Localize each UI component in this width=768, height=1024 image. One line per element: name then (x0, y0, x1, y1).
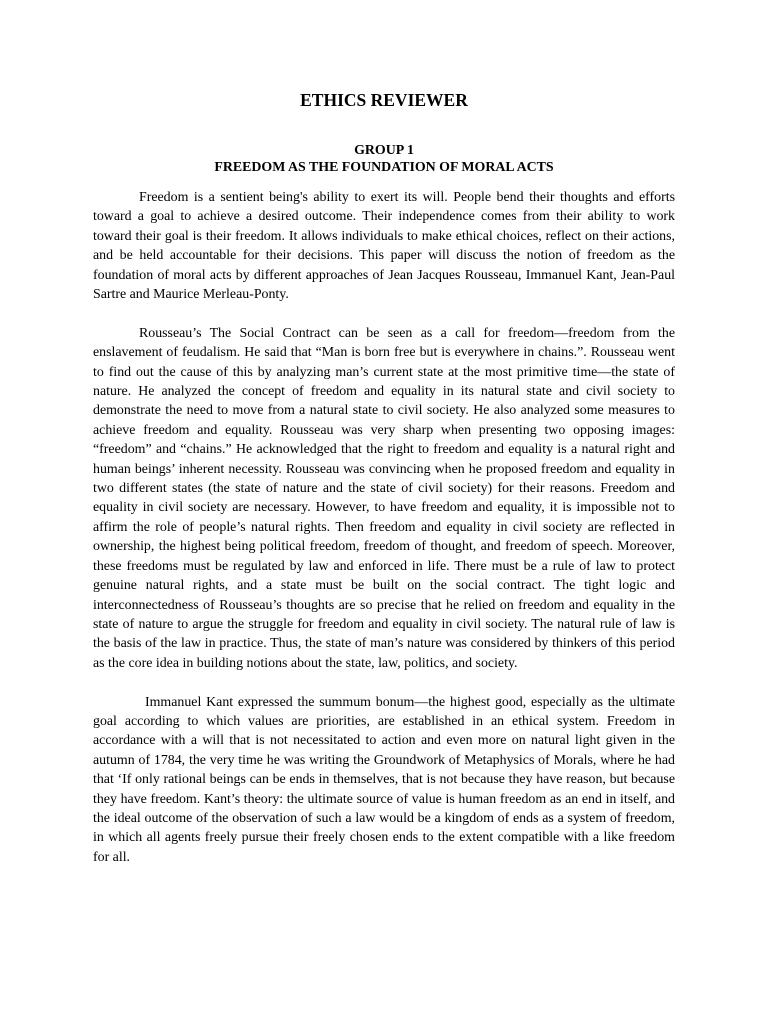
paragraph-kant: Immanuel Kant expressed the summum bonum—the highest good, especially as the ultimate goal according to which values are priorities, are established in an ethical system. Freedom in accordance with a will that is not necessitated to action and even more on natural light given in the autumn of 1784, the very time he was writing the Groundwork of Metaphysics of Morals, where he had that ‘If only rational beings can be ends in themselves, that is not because they have reason, but because they have freedom. Kant’s theory: the ultimate source of value is human freedom as an end in itself, and the ideal outcome of the observation of such a law would be a kingdom of ends as a system of freedom, in which all agents freely pursue their freely chosen ends to the extent compatible with a like freedom for all. (93, 694, 675, 865)
document-title: ETHICS REVIEWER (300, 90, 468, 110)
section-title: FREEDOM AS THE FOUNDATION OF MORAL ACTS (214, 159, 554, 175)
paragraph-rousseau: Rousseau’s The Social Contract can be seen as a call for freedom—freedom from the enslavement of feudalism. He said that “Man is born free but is everywhere in chains.”. Rousseau went to find out the cause of this by analyzing man’s current state at the most primitive time—the state of nature. He analyzed the concept of freedom and equality in its natural state and civil society to demonstrate the need to move from a natural state to civil society. He also analyzed some measures to achieve freedom and equality. Rousseau was very sharp when presenting two opposing images: “freedom” and “chains.” He acknowledged that the right to freedom and equality is a natural right and human beings’ inherent necessity. Rousseau was convincing when he proposed freedom and equality in two different states (the state of nature and the state of civil society) for their reasons. Freedom and equality in civil society are necessary. However, to have freedom and equality, it is impossible not to affirm the role of people’s natural rights. Then freedom and equality in civil society are reflected in ownership, the highest being political freedom, freedom of thought, and freedom of speech. Moreover, these freedoms must be regulated by law and enforced in life. There must be a rule of law to protect genuine natural rights, and a state must be built on the social contract. The tight logic and interconnectedness of Rousseau’s thoughts are so precise that he relied on freedom and equality in the state of nature to argue the struggle for freedom and equality in civil society. The natural rule of law is the basis of the law in practice. Thus, the state of man’s nature was considered by thinkers of this period as the core idea in building notions about the state, law, politics, and society. (93, 325, 675, 671)
document-page (93, 0, 675, 867)
group-label: GROUP 1 (354, 143, 414, 158)
paragraph-intro: Freedom is a sentient being's ability to exert its will. People bend their thoughts and efforts toward a goal to achieve a desired outcome. Their independence comes from their ability to work toward their goal is their freedom. It allows individuals to make ethical choices, reflect on their actions, and be held accountable for their decisions. This paper will discuss the notion of freedom as the foundation of moral acts by different approaches of Jean Jacques Rousseau, Immanuel Kant, Jean-Paul Sartre and Maurice Merleau-Ponty. (93, 190, 675, 303)
section-heading (93, 143, 675, 176)
